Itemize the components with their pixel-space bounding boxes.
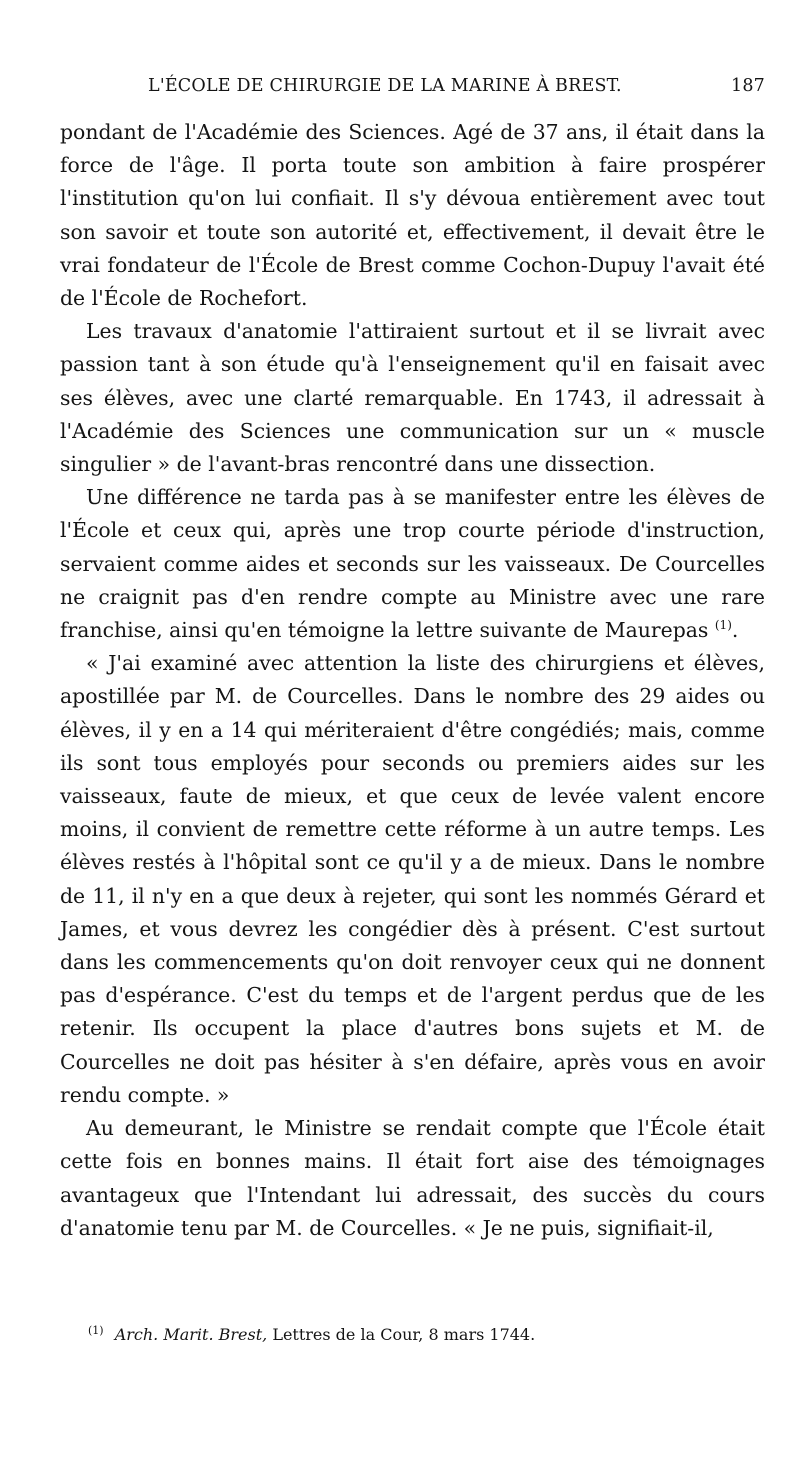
quoted-letter: « J'ai examiné avec attention la liste des chirurgiens et élèves, apostillée par M. de Courcelles. Dans le nombre des 29 aides ou élèves, il y en a 14 qui mériteraient d'être congédiés; mais, comme ils sont tous employés pour seconds ou premiers aides sur les vaisseaux, faute de mieux, et que ceux de levée valent encore moins, il convient de remettre cette réforme à un autre temps. Les élèves restés à l'hôpital sont ce qu'il y a de mieux. Dans le nombre de 11, il n'y en a que deux à rejeter, qui sont les nommés Gérard et James, et vous devrez les congédier dès à présent. C'est surtout dans les commencements qu'on doit renvoyer ceux qui ne donnent pas d'espérance. C'est du temps et de l'argent perdus que de les retenir. Ils occupent la place d'autres bons sujets et M. de Courcelles ne doit pas hésiter à s'en défaire, après vous en avoir rendu compte. » bbox=[60, 651, 765, 1107]
paragraph-continued: pondant de l'Académie des Sciences. Agé de 37 ans, il était dans la force de l'âge. Il porta toute son ambition à faire prospérer l'institution qu'on lui confiait. Il s'y dévoua entièrement avec tout son savoir et toute son autorité et, effectivement, il devait être le vrai fondateur de l'École de Brest comme Cochon-Dupuy l'avait été de l'École de Rochefort. bbox=[60, 120, 765, 311]
paragraph-difference bbox=[60, 481, 765, 647]
page-number: 187 bbox=[730, 76, 765, 96]
footnote-number: (1) bbox=[88, 1324, 104, 1337]
footnote-source: Arch. Marit. Brest, bbox=[114, 1325, 268, 1344]
body-text bbox=[60, 116, 765, 1245]
paragraph-minister: Au demeurant, le Ministre se rendait compte que l'École était cette fois en bonnes mains. Il était fort aise des témoignages avantageux que l'Intendant lui adressait, des succès du cours d'anatomie tenu par M. de Courcelles. « Je ne puis, signifiait-il, bbox=[60, 1116, 765, 1240]
footnote-reference: (1) bbox=[714, 618, 732, 633]
paragraph-difference-end: . bbox=[731, 618, 739, 643]
running-header bbox=[60, 76, 765, 106]
paragraph-anatomy: Les travaux d'anatomie l'attiraient surtout et il se livrait avec passion tant à son étude qu'à l'enseignement qu'il en faisait avec ses élèves, avec une clarté remarquable. En 1743, il adressait à l'Académie des Sciences une communication sur un « muscle singulier » de l'avant-bras rencontré dans une dissection. bbox=[60, 319, 765, 477]
footnote bbox=[88, 1323, 768, 1347]
footnote-text: Lettres de la Cour, 8 mars 1744. bbox=[272, 1325, 536, 1344]
running-title: L'ÉCOLE DE CHIRURGIE DE LA MARINE À BREST. bbox=[148, 76, 622, 96]
paragraph-difference-text: Une différence ne tarda pas à se manifester entre les élèves de l'École et ceux qui, après une trop courte période d'instruction, servaient comme aides et seconds sur les vaisseaux. De Courcelles ne craignit pas d'en rendre compte au Ministre avec une rare franchise, ainsi qu'en témoigne la lettre suivante de Maurepas bbox=[60, 485, 765, 643]
